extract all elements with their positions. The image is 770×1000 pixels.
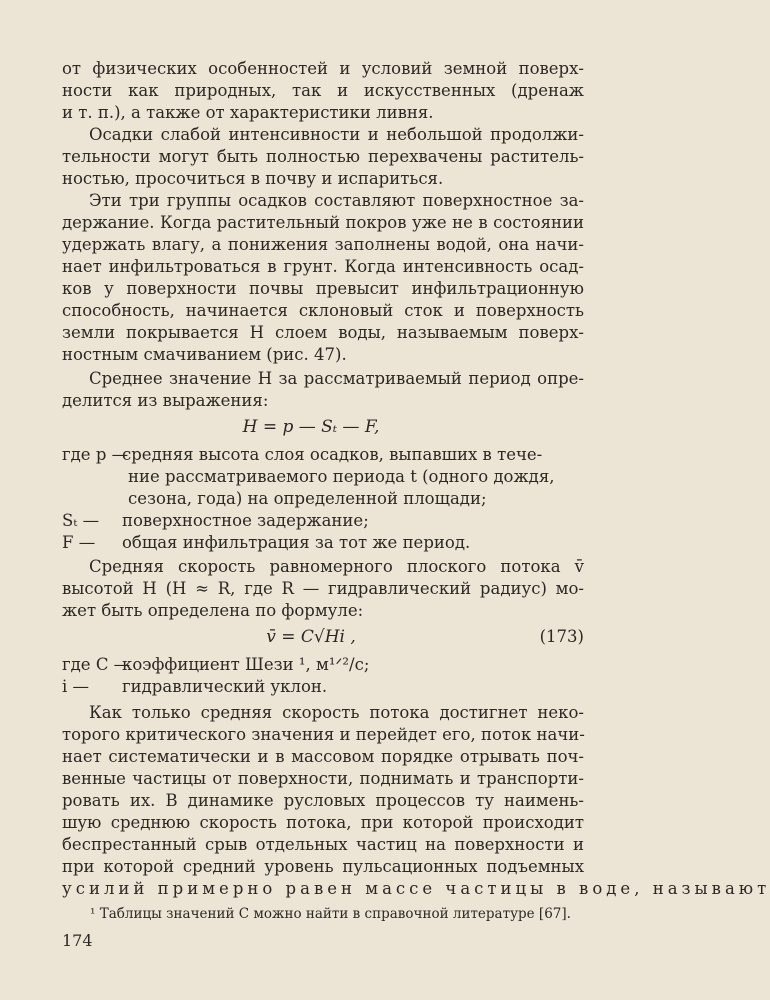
definition-term: где C —	[62, 655, 131, 674]
text-line: Среднее значение H за рассматриваемый период опре-	[89, 369, 584, 388]
text-line: ков у поверхности почвы превысит инфильтрационную	[62, 279, 584, 298]
text-line: Осадки слабой интенсивности и небольшой продолжи-	[89, 125, 584, 144]
definition-continuation: сезона, года) на определенной площади;	[128, 489, 487, 508]
definition-continuation: ние рассматриваемого периода t (одного дождя,	[128, 467, 555, 486]
definition-text: гидравлический уклон.	[122, 677, 328, 696]
text-line: ностным смачиванием (рис. 47).	[62, 345, 347, 364]
text-line: ровать их. В динамике русловых процессов ту наимень-	[62, 791, 584, 810]
definition-text: коэффициент Шези ¹, м¹ᐟ²/с;	[122, 655, 370, 674]
definition-text: средняя высота слоя осадков, выпавших в тече-	[122, 445, 543, 464]
text-line: нает систематически и в массовом порядке отрывать поч-	[62, 747, 584, 766]
footnote: ¹ Таблицы значений C можно найти в справочной литературе [67].	[90, 906, 571, 922]
equation-v: v̄ = C√Hi ,	[266, 627, 356, 647]
text-line: торого критического значения и перейдет его, поток начи-	[62, 725, 585, 744]
text-line: при которой средний уровень пульсационных подъемных	[62, 857, 584, 876]
text-line: усилий примерно равен массе частицы в воде, называют	[62, 879, 770, 898]
definition-line	[62, 510, 584, 532]
definition-line	[62, 532, 584, 554]
definition-line	[62, 444, 584, 466]
text-line: делится из выражения:	[62, 391, 269, 410]
definition-line	[62, 676, 584, 698]
definition-term: Sₜ —	[62, 511, 100, 530]
text-line: беспрестанный срыв отдельных частиц на поверхности и	[62, 835, 584, 854]
text-line: тельности могут быть полностью перехвачены раститель-	[62, 147, 584, 166]
definition-text: общая инфильтрация за тот же период.	[122, 533, 471, 552]
text-line: Эти три группы осадков составляют поверхностное за-	[89, 191, 584, 210]
text-line: удержать влагу, а понижения заполнены водой, она начи-	[62, 235, 584, 254]
definition-term: где p —	[62, 445, 129, 464]
text-line: высотой H (H ≈ R, где R — гидравлический радиус) мо-	[62, 579, 584, 598]
text-line: шую среднюю скорость потока, при которой происходит	[62, 813, 584, 832]
definition-text: поверхностное задержание;	[122, 511, 369, 530]
text-line: Как только средняя скорость потока достигнет неко-	[89, 703, 584, 722]
text-line: жет быть определена по формуле:	[62, 601, 364, 620]
text-line: от физических особенностей и условий земной поверх-	[62, 59, 584, 78]
text-line: венные частицы от поверхности, поднимать и транспорти-	[62, 769, 584, 788]
definition-term: F —	[62, 533, 96, 552]
text-line: земли покрывается H слоем воды, называемым поверх-	[62, 323, 584, 342]
equation-H: H = p — Sₜ — F,	[242, 417, 380, 437]
equation-number: (173)	[539, 627, 584, 646]
text-line: способность, начинается склоновый сток и поверхность	[62, 301, 584, 320]
text-line: держание. Когда растительный покров уже не в состоянии	[62, 213, 584, 232]
page-number: 174	[62, 931, 93, 950]
text-line: ности как природных, так и искусственных (дренаж	[62, 81, 584, 100]
text-line: Средняя скорость равномерного плоского потока v̄	[89, 557, 584, 576]
text-line: ностью, просочиться в почву и испариться.	[62, 169, 444, 188]
text-line: нает инфильтроваться в грунт. Когда интенсивность осад-	[62, 257, 584, 276]
text-line: и т. п.), а также от характеристики ливня.	[62, 103, 434, 122]
definition-line	[62, 654, 584, 676]
definition-term: i —	[62, 677, 90, 696]
